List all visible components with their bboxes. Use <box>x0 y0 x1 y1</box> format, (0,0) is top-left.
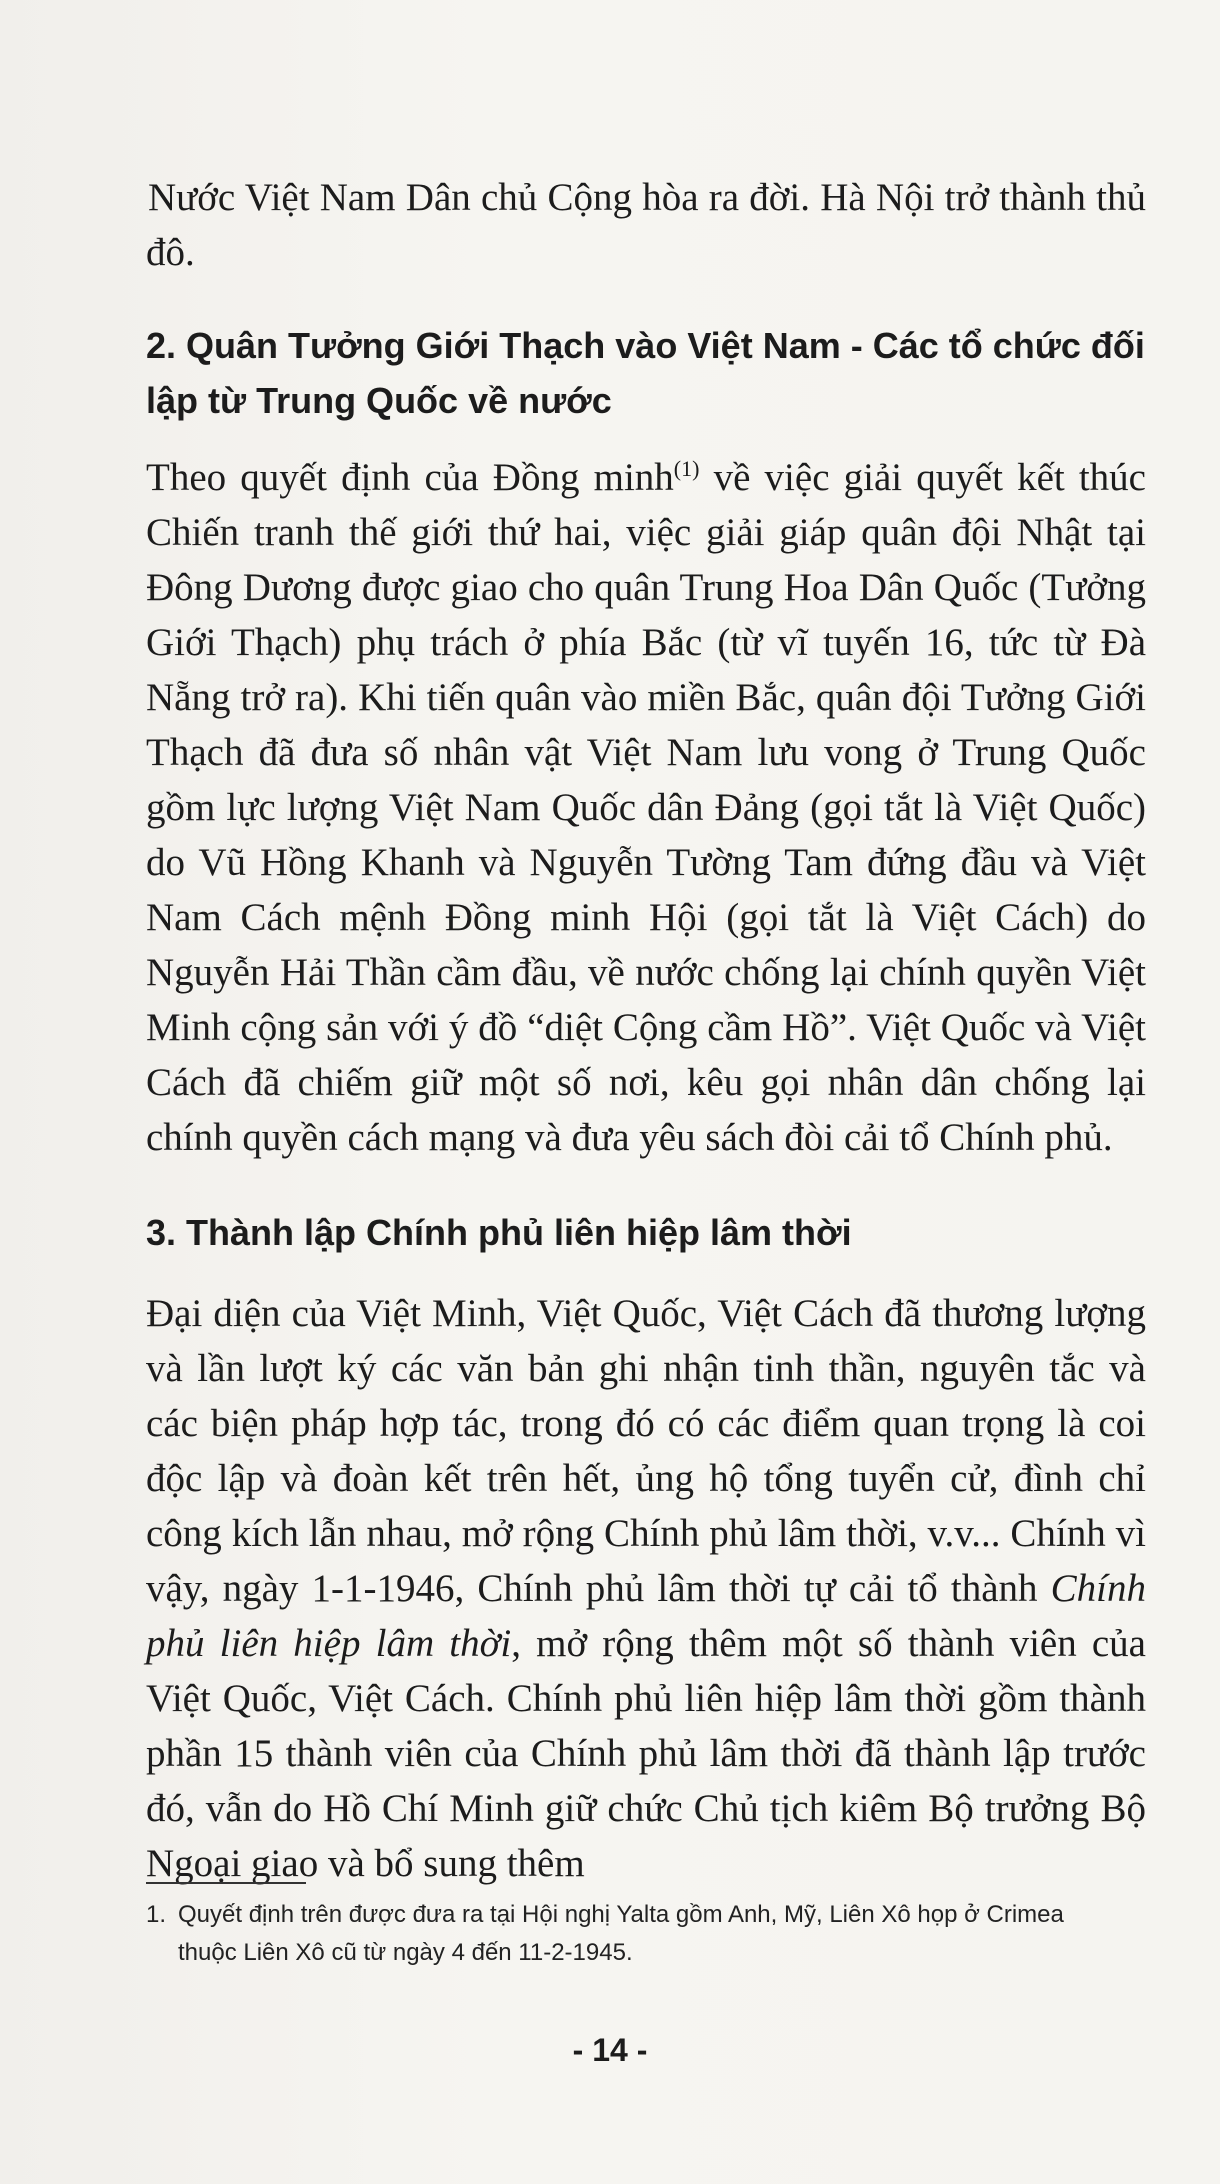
section-2-text-rest: về việc giải quyết kết thúc Chiến tranh thế giới thứ hai, việc giải giáp quân đội Nhật tại Đông Dương được giao cho quân Trung Hoa Dân Quốc (Tưởng Giới Thạch) phụ trách ở phía Bắc (từ vĩ tuyến 16, tức từ Đà Nẵng trở ra). Khi tiến quân vào miền Bắc, quân đội Tưởng Giới Thạch đã đưa số nhân vật Việt Nam lưu vong ở Trung Quốc gồm lực lượng Việt Nam Quốc dân Đảng (gọi tắt là Việt Quốc) do Vũ Hồng Khanh và Nguyễn Tường Tam đứng đầu và Việt Nam Cách mệnh Đồng minh Hội (gọi tắt là Việt Cách) do Nguyễn Hải Thần cầm đầu, về nước chống lại chính quyền Việt Minh cộng sản với ý đồ “diệt Cộng cầm Hồ”. Việt Quốc và Việt Cách đã chiếm giữ một số nơi, kêu gọi nhân dân chống lại chính quyền cách mạng và đưa yêu sách đòi cải tổ Chính phủ. <box>146 456 1146 1159</box>
footnote <box>146 1896 1146 1972</box>
section-2-text-start: Theo quyết định của Đồng minh <box>146 456 674 499</box>
page-body <box>146 170 1146 1891</box>
section-2-heading: 2. Quân Tưởng Giới Thạch vào Việt Nam - Các tổ chức đối lập từ Trung Quốc về nước <box>146 325 1145 421</box>
section-3-italic-term: Chính phủ liên hiệp lâm thời <box>146 1567 1146 1665</box>
footnote-number: 1. <box>146 1901 167 1928</box>
intro-paragraph: Nước Việt Nam Dân chủ Cộng hòa ra đời. Hà Nội trở thành thủ đô. <box>146 176 1146 274</box>
page-number: - 14 - <box>572 2032 648 2068</box>
section-3-paragraph <box>146 1286 1146 1891</box>
section-2-paragraph <box>146 450 1146 1165</box>
footnote-line-1: Quyết định trên được đưa ra tại Hội nghị Yalta gồm Anh, Mỹ, Liên Xô họp ở Crimea <box>178 1901 1064 1928</box>
section-3-text-part2: , mở rộng thêm một số thành viên của Việt Quốc, Việt Cách. Chính phủ liên hiệp lâm thời gồm thành phần 15 thành viên của Chính phủ lâm thời đã thành lập trước đó, vẫn do Hồ Chí Minh giữ chức Chủ tịch kiêm Bộ trưởng Bộ Ngoại giao và bổ sung thêm <box>146 1622 1146 1885</box>
footnote-reference[interactable]: (1) <box>673 456 700 481</box>
section-3-heading: 3. Thành lập Chính phủ liên hiệp lâm thời <box>146 1212 852 1253</box>
section-3-text-part1: Đại diện của Việt Minh, Việt Quốc, Việt Cách đã thương lượng và lần lượt ký các văn bản ghi nhận tinh thần, nguyên tắc và các biện pháp hợp tác, trong đó có các điểm quan trọng là coi độc lập và đoàn kết trên hết, ủng hộ tổng tuyển cử, đình chỉ công kích lẫn nhau, mở rộng Chính phủ lâm thời, v.v... Chính vì vậy, ngày 1-1-1946, Chính phủ lâm thời tự cải tổ thành <box>146 1292 1146 1610</box>
footnote-line-2: thuộc Liên Xô cũ từ ngày 4 đến 11-2-1945. <box>178 1939 633 1966</box>
footnote-divider <box>146 1882 306 1884</box>
